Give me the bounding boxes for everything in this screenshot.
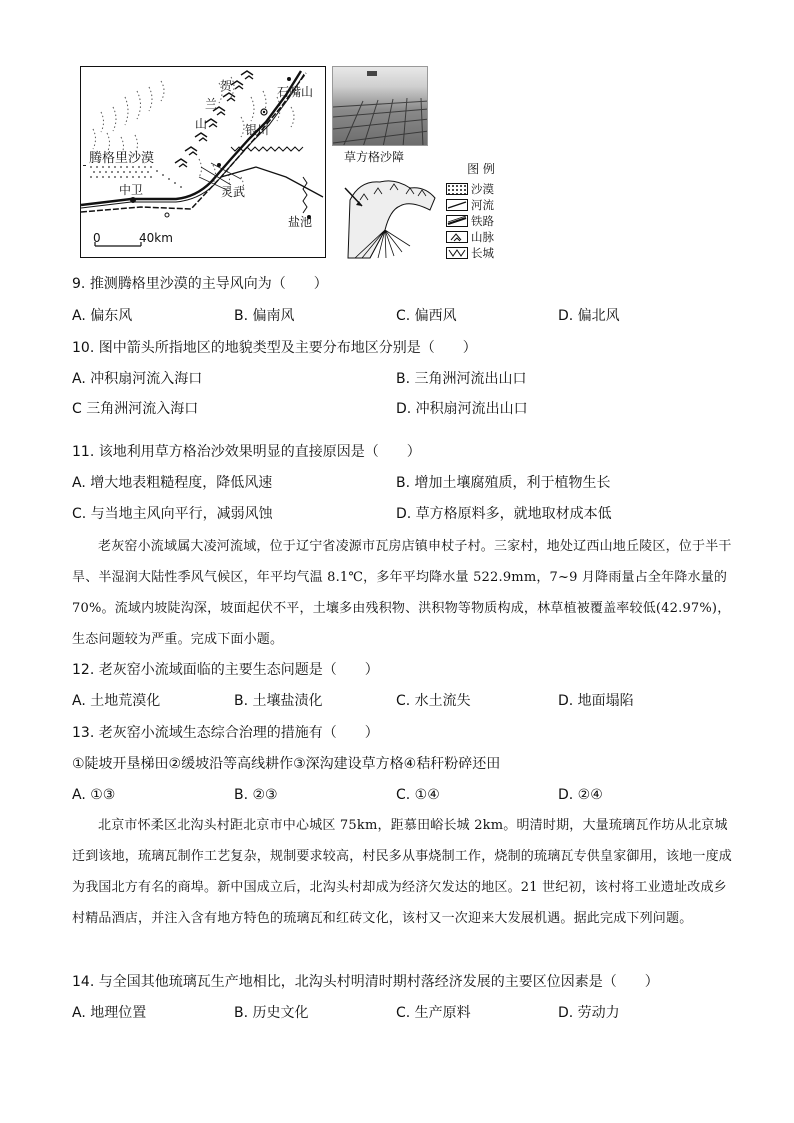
landform-inset bbox=[340, 170, 440, 260]
q11-option-d[interactable]: D. 草方格原料多，就地取材成本低 bbox=[396, 506, 612, 522]
ningxia-map bbox=[80, 66, 326, 258]
q9-option-b[interactable]: B. 偏南风 bbox=[234, 308, 295, 324]
great-wall-legend-icon bbox=[446, 247, 468, 259]
q13-option-b[interactable]: B. ②③ bbox=[234, 787, 278, 803]
map-label-shizuishan: 石嘴山 bbox=[277, 85, 314, 99]
question-9 bbox=[72, 274, 328, 294]
q10-option-d[interactable]: D. 冲积扇河流出山口 bbox=[396, 401, 528, 417]
yellow-river bbox=[81, 71, 301, 205]
question-12 bbox=[72, 660, 379, 680]
q10-option-c[interactable]: C 三角洲河流入海口 bbox=[72, 401, 199, 417]
legend-item-railway bbox=[446, 213, 510, 229]
q14-option-c[interactable]: C. 生产原料 bbox=[396, 1005, 471, 1021]
mountain-legend-icon bbox=[446, 231, 468, 243]
legend-label: 山脉 bbox=[471, 230, 494, 244]
legend-item-desert bbox=[446, 181, 510, 197]
q9-option-a[interactable]: A. 偏东风 bbox=[72, 308, 133, 324]
legend-label: 长城 bbox=[471, 246, 494, 260]
question-number: 13. bbox=[72, 725, 95, 741]
legend-label: 铁路 bbox=[471, 214, 494, 228]
q11-option-c[interactable]: C. 与当地主风向平行，减弱风蚀 bbox=[72, 506, 273, 522]
question-stem: 图中箭头所指地区的地貌类型及主要分布地区分别是（ ） bbox=[98, 340, 477, 356]
river-legend-icon bbox=[446, 199, 468, 211]
passage-beigoutou: 北京市怀柔区北沟头村距北京市中心城区 75km，距慕田峪长城 2km。明清时期，大量琉璃瓦作坊从北京城迁到该地，琉璃瓦制作工艺复杂，规制要求较高，村民多从事烧制工作，烧制的琉璃瓦专供皇家御用，该地一度成为我国北方有名的商埠。新中国成立后，北沟头村却成为经济欠发达的地区。21 世纪初，该村将工业遗址改成乡村精品酒店，并注入含有地方特色的琉璃瓦和红砖文化，该村又一次迎来大发展机遇。据此完成下列问题。 bbox=[72, 818, 733, 926]
question-number: 10. bbox=[72, 340, 95, 356]
q11-option-a[interactable]: A. 增大地表粗糙程度，降低风速 bbox=[72, 475, 273, 491]
q13-option-a[interactable]: A. ①③ bbox=[72, 787, 116, 803]
q14-option-d[interactable]: D. 劳动力 bbox=[558, 1005, 620, 1021]
passage-laohuiyao: 老灰窑小流域属大凌河流域，位于辽宁省凌源市瓦房店镇申杖子村。三家村，地处辽西山地丘陵区，位于半干旱、半湿润大陆性季风气候区，年平均气温 8.1℃，多年平均降水量 522.9mm，7~9 月降雨量占全年降水量的 70%。流域内坡陡沟深，坡面起伏不平，土壤多由残积物、洪积物等物质构成，林草植被覆盖率较低(42.97%)，生态问题较为严重。完成下面小题。 bbox=[72, 539, 732, 647]
question-stem: 老灰窑小流域面临的主要生态问题是（ ） bbox=[98, 662, 379, 678]
q9-option-d[interactable]: D. 偏北风 bbox=[558, 308, 620, 324]
question-10 bbox=[72, 338, 477, 358]
map-legend bbox=[446, 160, 510, 261]
photo-caption: 草方格沙障 bbox=[344, 150, 405, 164]
map-label-zhongwei: 中卫 bbox=[119, 183, 144, 197]
q12-option-b[interactable]: B. 土壤盐渍化 bbox=[234, 693, 323, 709]
question-14 bbox=[72, 972, 659, 992]
legend-item-river bbox=[446, 197, 510, 213]
grass-checkerboard-photo bbox=[332, 66, 428, 146]
q11-option-b[interactable]: B. 增加土壤腐殖质，利于植物生长 bbox=[396, 475, 611, 491]
map-label-yanchi: 盐池 bbox=[288, 215, 313, 229]
q14-option-a[interactable]: A. 地理位置 bbox=[72, 1005, 147, 1021]
question-number: 11. bbox=[72, 444, 95, 460]
q13-measures: ①陡坡开垦梯田②缓坡沿等高线耕作③深沟建设草方格④秸秆粉碎还田 bbox=[72, 756, 501, 772]
desert-legend-icon bbox=[446, 183, 468, 195]
question-stem: 该地利用草方格治沙效果明显的直接原因是（ ） bbox=[98, 444, 421, 460]
legend-label: 河流 bbox=[471, 198, 494, 212]
railway-legend-icon bbox=[446, 215, 468, 227]
q12-option-d[interactable]: D. 地面塌陷 bbox=[558, 693, 634, 709]
question-number: 14. bbox=[72, 974, 95, 990]
q10-option-b[interactable]: B. 三角洲河流出山口 bbox=[396, 371, 527, 387]
legend-title: 图 例 bbox=[467, 162, 495, 176]
question-stem: 推测腾格里沙漠的主导风向为（ ） bbox=[89, 276, 328, 292]
q13-option-c[interactable]: C. ①④ bbox=[396, 787, 440, 803]
question-13 bbox=[72, 723, 379, 743]
legend-item-mountain bbox=[446, 229, 510, 245]
map-label-shan: 山 bbox=[195, 117, 208, 131]
legend-label: 沙漠 bbox=[471, 182, 494, 196]
q12-option-a[interactable]: A. 土地荒漠化 bbox=[72, 693, 161, 709]
map-label-he: 贺 bbox=[220, 79, 233, 93]
desert-pattern bbox=[83, 165, 86, 166]
q13-option-d[interactable]: D. ②④ bbox=[558, 787, 603, 803]
scale-zero: 0 bbox=[93, 231, 101, 245]
map-label-yinchuan: 银川 bbox=[245, 123, 270, 137]
scale-label: 40km bbox=[139, 231, 173, 245]
question-number: 9. bbox=[72, 276, 86, 292]
q10-option-a[interactable]: A. 冲积扇河流入海口 bbox=[72, 371, 203, 387]
question-stem: 与全国其他琉璃瓦生产地相比，北沟头村明清时期村落经济发展的主要区位因素是（ ） bbox=[98, 974, 659, 990]
question-11 bbox=[72, 442, 421, 462]
q9-option-c[interactable]: C. 偏西风 bbox=[396, 308, 457, 324]
q12-option-c[interactable]: C. 水土流失 bbox=[396, 693, 471, 709]
question-stem: 老灰窑小流域生态综合治理的措施有（ ） bbox=[98, 725, 379, 741]
map-label-lan: 兰 bbox=[205, 97, 218, 111]
map-label-lingwu: 灵武 bbox=[221, 185, 246, 199]
legend-item-great-wall bbox=[446, 245, 510, 261]
q14-option-b[interactable]: B. 历史文化 bbox=[234, 1005, 309, 1021]
question-number: 12. bbox=[72, 662, 95, 678]
map-label-tengger: 腾格里沙漠 bbox=[89, 151, 155, 166]
